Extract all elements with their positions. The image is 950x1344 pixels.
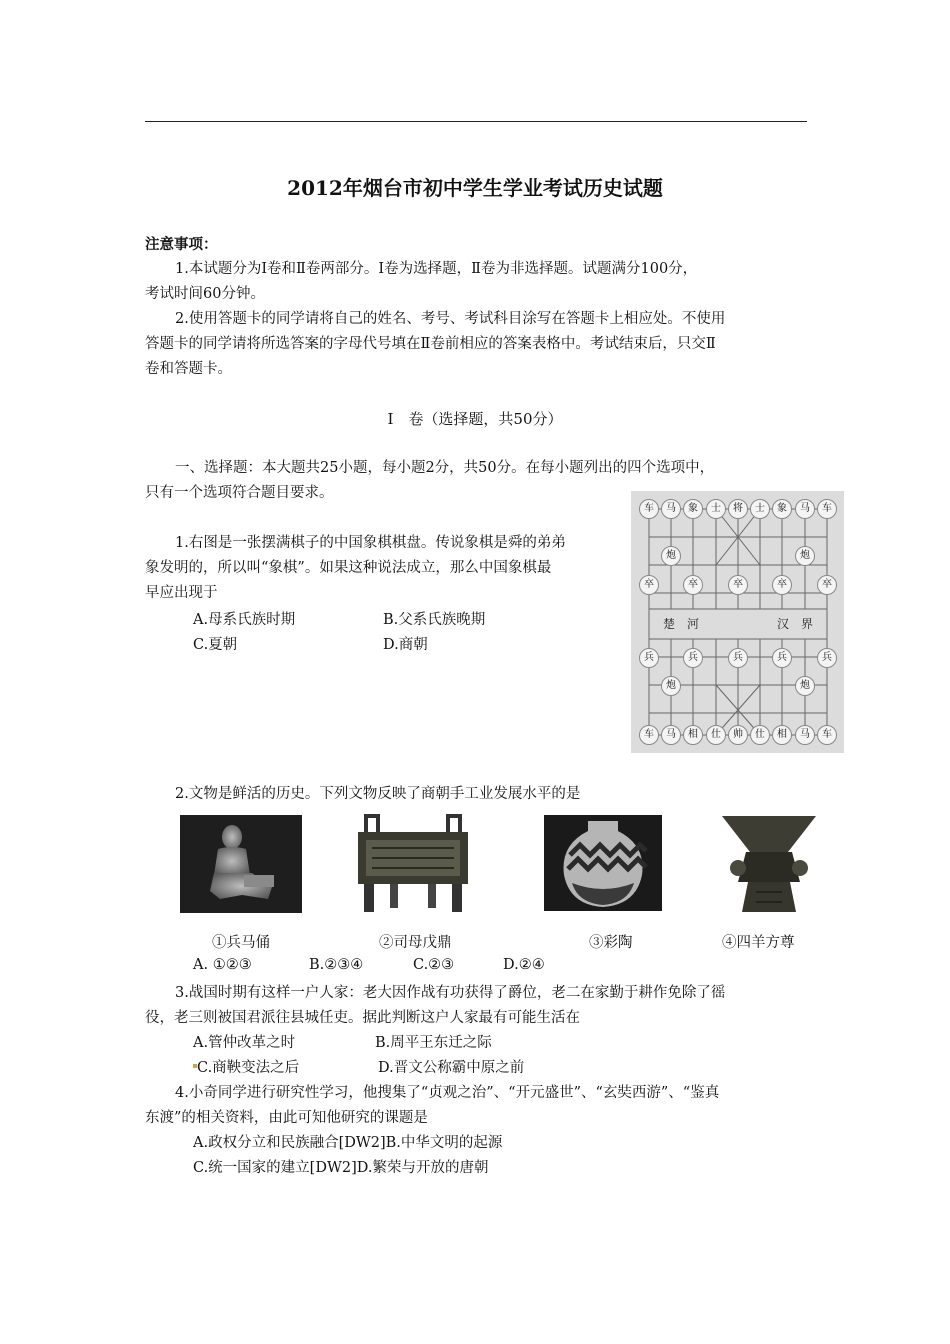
chess-piece: 兵 bbox=[772, 648, 792, 668]
notice-heading: 注意事项： bbox=[145, 236, 218, 253]
chess-piece: 士 bbox=[750, 499, 770, 519]
section-intro-line1: 一、选择题：本大题共25小题，每小题2分，共50分。在每小题列出的四个选项中， bbox=[175, 460, 715, 476]
chess-piece: 兵 bbox=[683, 648, 703, 668]
chess-piece: 炮 bbox=[661, 546, 681, 566]
chess-board-image bbox=[631, 491, 844, 753]
q2-stem: 2.文物是鲜活的历史。下列文物反映了商朝手工业发展水平的是 bbox=[175, 786, 581, 802]
chess-piece: 相 bbox=[772, 725, 792, 745]
q3-option-c: C.商鞅变法之后 bbox=[197, 1060, 300, 1076]
notice-item2-line3: 卷和答题卡。 bbox=[145, 361, 232, 377]
chess-piece: 车 bbox=[817, 725, 837, 745]
chess-piece: 马 bbox=[661, 499, 681, 519]
q1-line3: 早应出现于 bbox=[145, 585, 218, 601]
chess-piece: 象 bbox=[683, 499, 703, 519]
q2-option-d: D.②④ bbox=[503, 957, 545, 973]
q1-option-d: D.商朝 bbox=[383, 637, 428, 653]
section-heading: Ⅰ 卷（选择题，共50分） bbox=[387, 410, 563, 428]
chess-piece: 卒 bbox=[772, 575, 792, 595]
chess-piece: 炮 bbox=[661, 676, 681, 696]
chess-piece: 卒 bbox=[683, 575, 703, 595]
river-label-left: 楚 河 bbox=[663, 617, 700, 631]
simuwu-ding-image bbox=[352, 812, 474, 916]
q2-option-c: C.②③ bbox=[413, 957, 455, 973]
chess-piece: 车 bbox=[817, 499, 837, 519]
artifact-caption-4: ④四羊方尊 bbox=[722, 935, 795, 951]
q1-line1: 1.右图是一张摆满棋子的中国象棋棋盘。传说象棋是舜的弟弟 bbox=[175, 535, 566, 551]
artifact-caption-3: ③彩陶 bbox=[589, 935, 633, 951]
notice-item1-line1: 1.本试题分为Ⅰ卷和Ⅱ卷两部分。Ⅰ卷为选择题，Ⅱ卷为非选择题。试题满分100分， bbox=[175, 261, 698, 277]
chess-piece: 将 bbox=[728, 499, 748, 519]
q3-option-a: A.管仲改革之时 bbox=[193, 1035, 296, 1051]
chess-piece: 兵 bbox=[639, 648, 659, 668]
q3-option-b: B.周平王东迁之际 bbox=[375, 1035, 492, 1051]
q1-option-c: C.夏朝 bbox=[193, 637, 238, 653]
chess-piece: 马 bbox=[661, 725, 681, 745]
page-title: 2012年烟台市初中学生学业考试历史试题 bbox=[287, 176, 663, 200]
section-intro-line2: 只有一个选项符合题目要求。 bbox=[145, 485, 334, 501]
chess-piece: 兵 bbox=[817, 648, 837, 668]
chess-piece: 卒 bbox=[639, 575, 659, 595]
chess-piece: 仕 bbox=[706, 725, 726, 745]
top-rule bbox=[145, 121, 807, 122]
chess-piece: 车 bbox=[639, 725, 659, 745]
q4-line2: 东渡”的相关资料，由此可知他研究的课题是 bbox=[145, 1110, 428, 1126]
chess-piece: 相 bbox=[683, 725, 703, 745]
painted-pottery-image bbox=[544, 815, 662, 911]
q2-option-b: B.②③④ bbox=[309, 957, 364, 973]
chess-piece: 炮 bbox=[795, 676, 815, 696]
notice-item1-line2: 考试时间60分钟。 bbox=[145, 286, 265, 302]
notice-item2-line1: 2.使用答题卡的同学请将自己的姓名、考号、考试科目涂写在答题卡上相应处。不使用 bbox=[175, 311, 726, 327]
q1-option-a: A.母系氏族时期 bbox=[193, 612, 296, 628]
four-ram-zun-image bbox=[716, 812, 822, 916]
chess-piece: 卒 bbox=[817, 575, 837, 595]
chess-piece: 马 bbox=[795, 499, 815, 519]
notice-item2-line2: 答题卡的同学请将所选答案的字母代号填在Ⅱ卷前相应的答案表格中。考试结束后，只交Ⅱ bbox=[145, 336, 716, 352]
chess-piece: 帅 bbox=[728, 725, 748, 745]
q1-option-b: B.父系氏族晚期 bbox=[383, 612, 486, 628]
q3-line2: 役，老三则被国君派往县城任吏。据此判断这户人家最有可能生活在 bbox=[145, 1010, 580, 1026]
chess-piece: 象 bbox=[772, 499, 792, 519]
q1-line2: 象发明的，所以叫“象棋”。如果这种说法成立，那么中国象棋最 bbox=[145, 560, 552, 576]
q3-line1: 3.战国时期有这样一户人家：老大因作战有功获得了爵位，老二在家勤于耕作免除了徭 bbox=[175, 985, 726, 1001]
chess-piece: 卒 bbox=[728, 575, 748, 595]
artifact-caption-2: ②司母戊鼎 bbox=[379, 935, 452, 951]
chess-piece: 马 bbox=[795, 725, 815, 745]
q4-line1: 4.小奇同学进行研究性学习，他搜集了“贞观之治”、“开元盛世”、“玄奘西游”、“鉴真 bbox=[175, 1085, 720, 1101]
chess-piece: 车 bbox=[639, 499, 659, 519]
q2-option-a: A. ①②③ bbox=[193, 957, 252, 973]
chess-piece: 仕 bbox=[750, 725, 770, 745]
q3-option-d: D.晋文公称霸中原之前 bbox=[378, 1060, 525, 1076]
chess-piece: 兵 bbox=[728, 648, 748, 668]
q4-options-ab: A.政权分立和民族融合[DW2]B.中华文明的起源 bbox=[193, 1135, 503, 1151]
chess-piece: 炮 bbox=[795, 546, 815, 566]
artifact-caption-1: ①兵马俑 bbox=[212, 935, 270, 951]
q4-options-cd: C.统一国家的建立[DW2]D.繁荣与开放的唐朝 bbox=[193, 1160, 489, 1176]
terracotta-warrior-image bbox=[180, 815, 302, 913]
chess-piece: 士 bbox=[706, 499, 726, 519]
river-label-right: 汉 界 bbox=[777, 617, 814, 631]
